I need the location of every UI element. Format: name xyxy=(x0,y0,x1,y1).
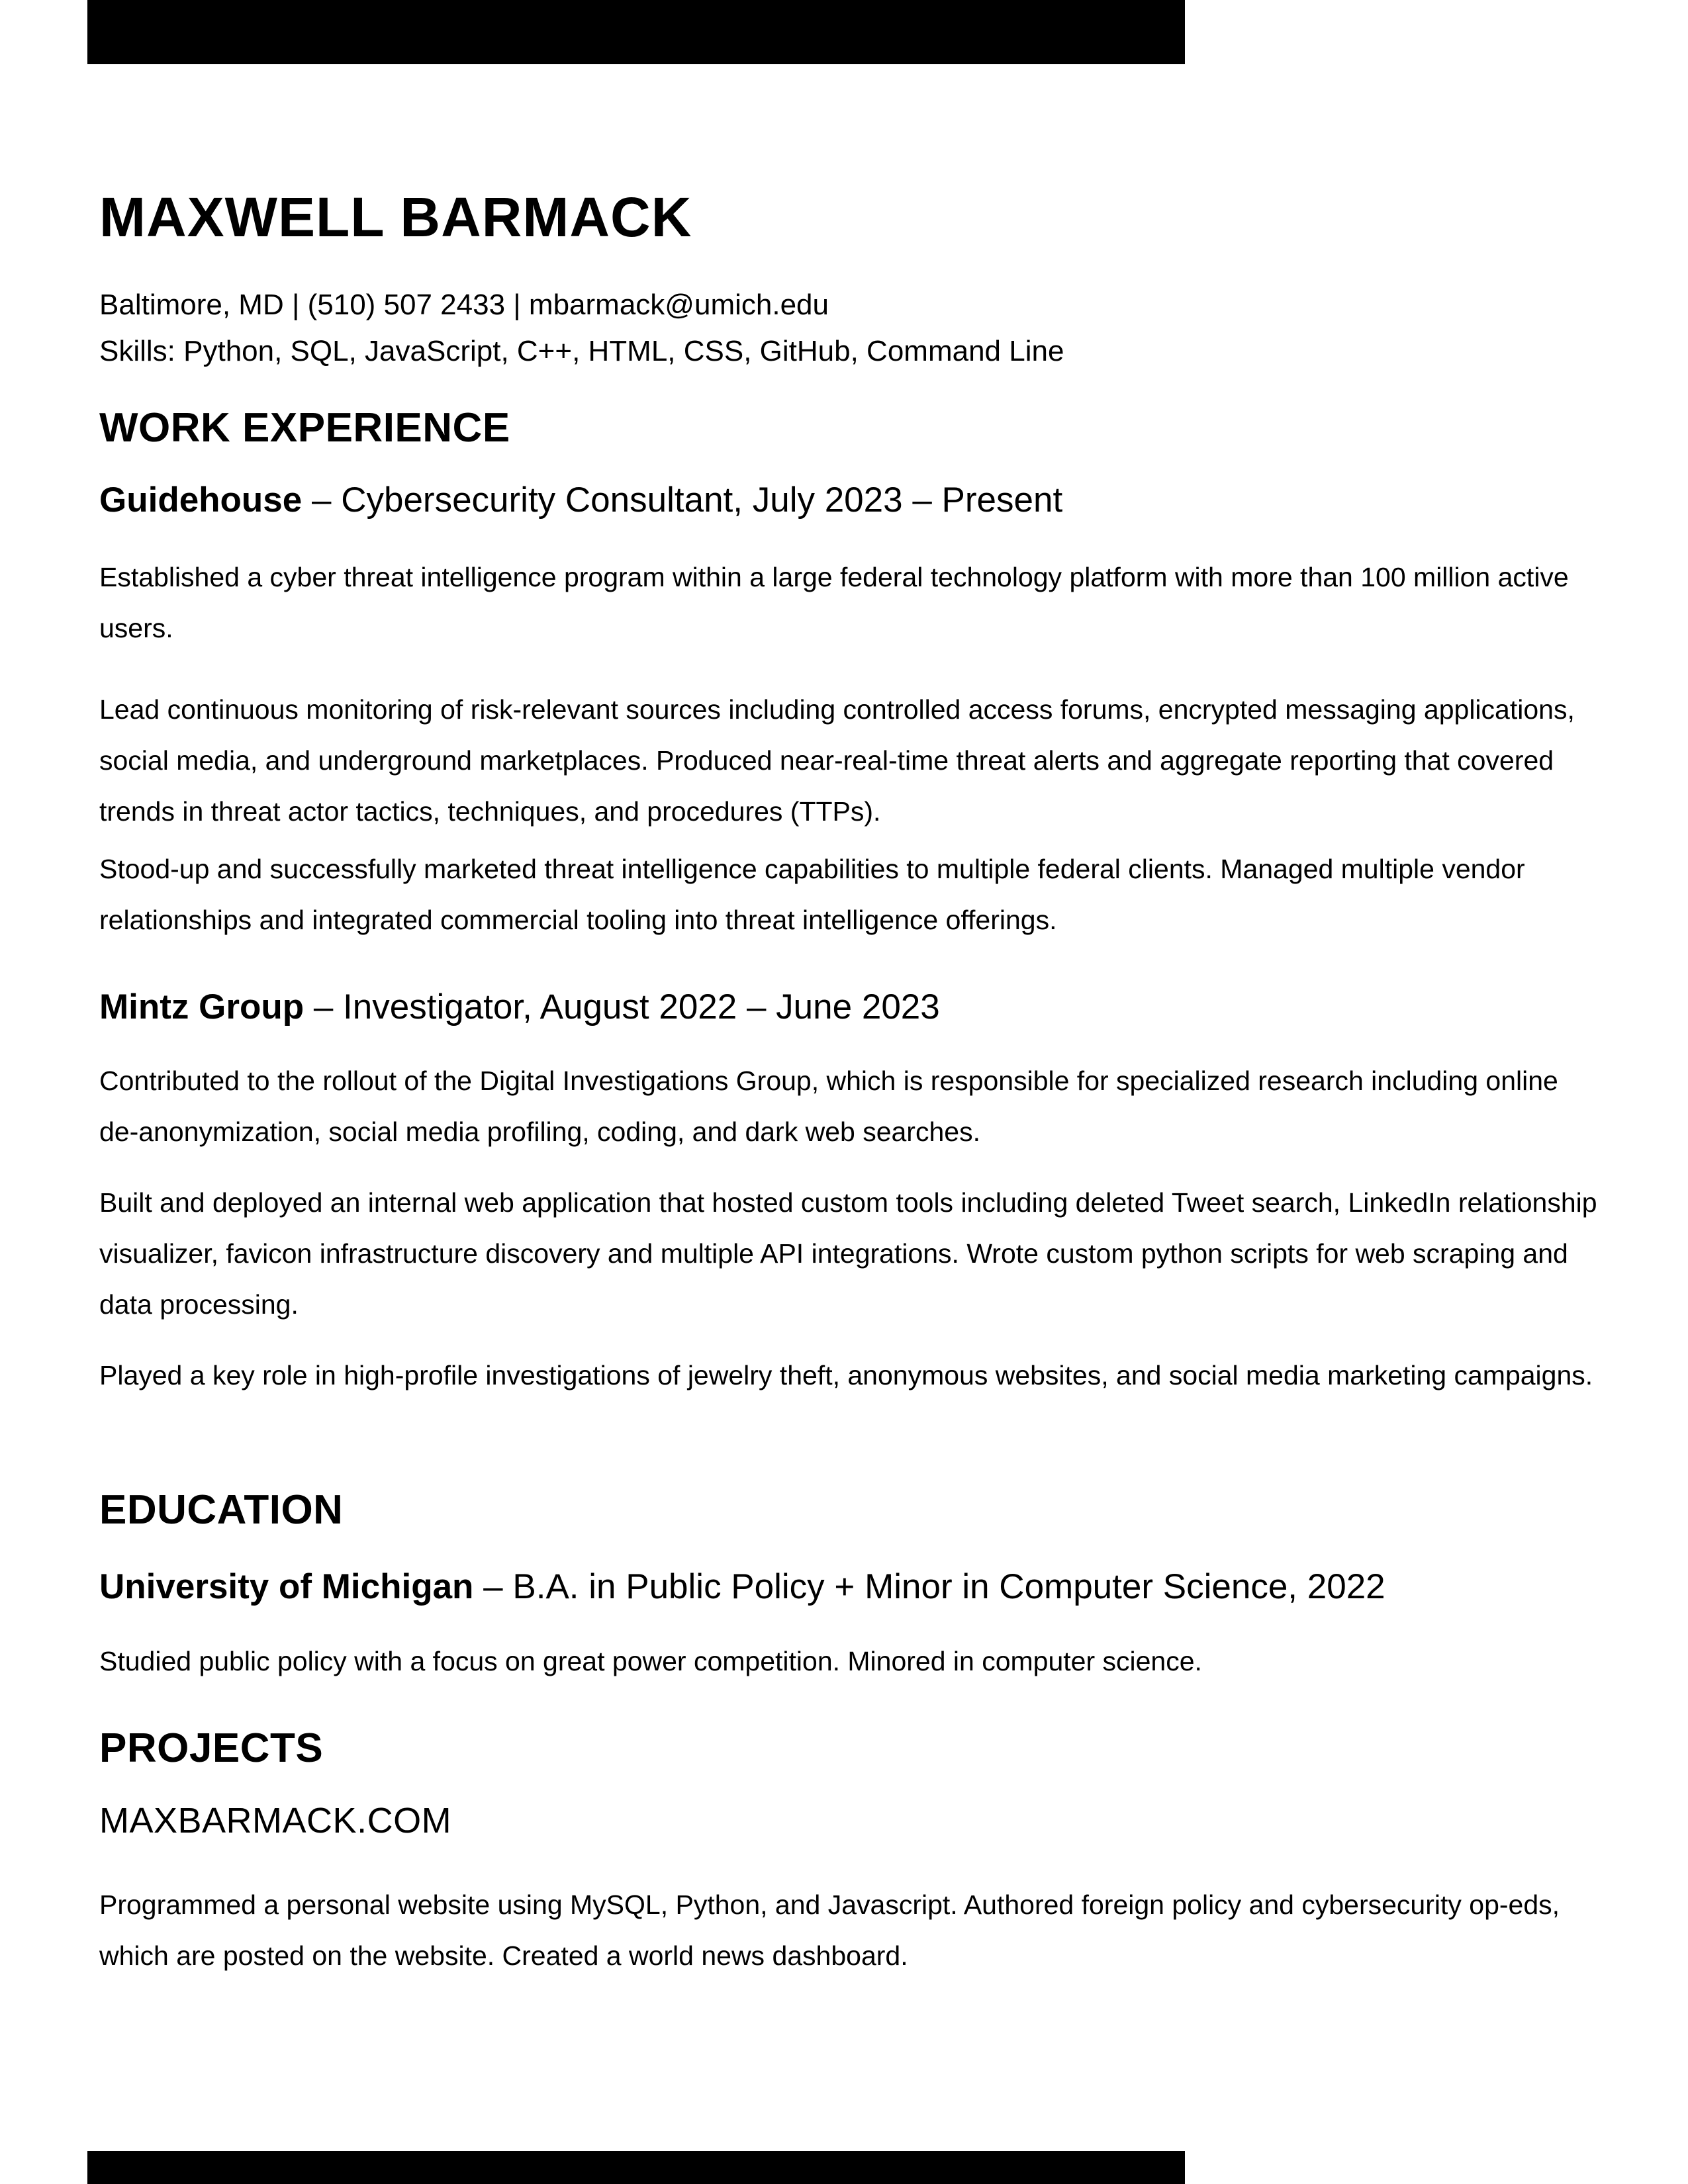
job-paragraph: Established a cyber threat intelligence program within a large federal technology platform with more than 100 million active users. xyxy=(99,562,1569,643)
bottom-accent-bar xyxy=(87,2151,1185,2184)
project-name: MAXBARMACK.COM xyxy=(99,1801,452,1841)
section-heading-education: EDUCATION xyxy=(99,1487,344,1533)
job-heading-guidehouse xyxy=(99,481,1062,520)
company-name: Mintz Group xyxy=(99,987,305,1026)
job-paragraph: Played a key role in high-profile investigations of jewelry theft, anonymous websites, and social media marketing campaigns. xyxy=(99,1360,1593,1390)
job-title-dates: – Investigator, August 2022 – June 2023 xyxy=(313,987,940,1026)
job-paragraph: Lead continuous monitoring of risk-relevant sources including controlled access forums, encrypted messaging applications, social media, and underground marketplaces. Produced near-real-time threat alerts and aggregate reporting that covered trends in threat actor tactics, techniques, and procedures (TTPs). xyxy=(99,694,1575,827)
skills-line: Skills: Python, SQL, JavaScript, C++, HTML, CSS, GitHub, Command Line xyxy=(99,335,1064,367)
job-heading-mintz-group xyxy=(99,988,940,1026)
section-heading-work-experience: WORK EXPERIENCE xyxy=(99,405,510,451)
job-paragraph: Contributed to the rollout of the Digital Investigations Group, which is responsible for specialized research including online de-anonymization, social media profiling, coding, and dark web searches. xyxy=(99,1066,1558,1147)
job-paragraph: Built and deployed an internal web application that hosted custom tools including deleted Tweet search, LinkedIn relationship visualizer, favicon infrastructure discovery and multiple API integrations. Wrote custom python scripts for web scraping and data processing. xyxy=(99,1187,1597,1320)
degree-details: – B.A. in Public Policy + Minor in Computer Science, 2022 xyxy=(483,1567,1385,1606)
section-heading-projects: PROJECTS xyxy=(99,1725,324,1771)
contact-line: Baltimore, MD | (510) 507 2433 | mbarmack@umich.edu xyxy=(99,289,829,321)
job-title-dates: – Cybersecurity Consultant, July 2023 – Present xyxy=(312,480,1063,520)
job-paragraph: Stood-up and successfully marketed threat intelligence capabilities to multiple federal clients. Managed multiple vendor relationships and integrated commercial tooling into threat intelligence offerings. xyxy=(99,854,1525,935)
school-name: University of Michigan xyxy=(99,1567,474,1606)
education-paragraph: Studied public policy with a focus on great power competition. Minored in computer science. xyxy=(99,1646,1202,1676)
top-accent-bar xyxy=(87,0,1185,64)
education-heading xyxy=(99,1568,1385,1606)
candidate-name: MAXWELL BARMACK xyxy=(99,186,692,248)
company-name: Guidehouse xyxy=(99,480,303,520)
project-paragraph: Programmed a personal website using MySQL, Python, and Javascript. Authored foreign policy and cybersecurity op-eds, which are posted on the website. Created a world news dashboard. xyxy=(99,1889,1560,1971)
